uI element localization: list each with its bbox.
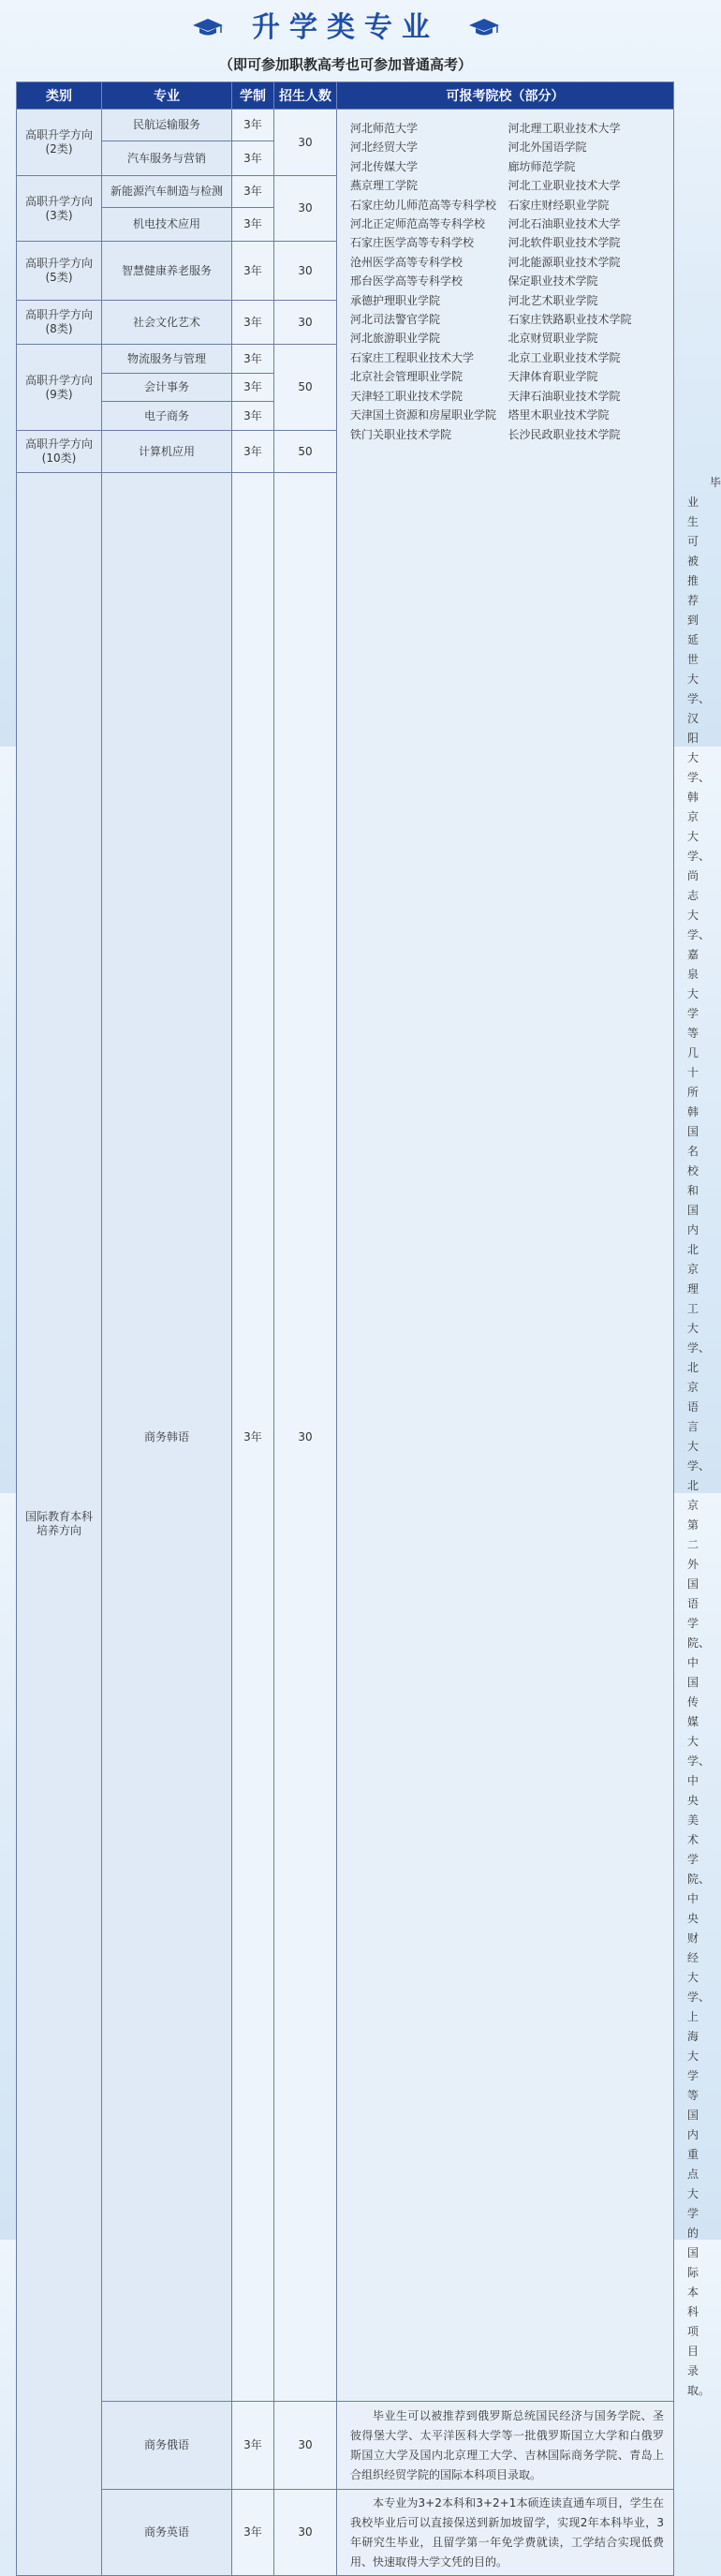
major-cell: 商务俄语 (102, 2402, 232, 2490)
school-name: 北京社会管理职业学院 (350, 370, 464, 384)
school-name: 天津石油职业技术学院 (508, 389, 621, 403)
major-cell: 物流服务与管理 (102, 345, 232, 374)
major-cell: 汽车服务与营销 (102, 141, 232, 176)
school-name: 天津轻工职业技术学院 (350, 389, 464, 403)
school-name: 石家庄铁路职业技术学院 (508, 313, 632, 327)
table-row (17, 110, 674, 141)
schools-right-column (508, 119, 667, 444)
school-name: 河北石油职业技术大学 (508, 217, 621, 231)
table-row (17, 2490, 674, 2576)
program-description: 本专业为3+2本科和3+2+1本硕连读直通车项目，学生在我校毕业后可以直接保送到新加坡留学，实现2年本科毕业，3年研究生毕业，且留学第一年免学费就读，工学结合实现低费用、快速取得大学文凭的目的。 (337, 2490, 674, 2576)
schools-left-column (350, 119, 508, 444)
category-cell: 高职升学方向 (10类) (17, 431, 102, 473)
school-name: 河北传媒大学 (350, 159, 419, 173)
school-name: 河北工业职业技术大学 (508, 179, 621, 193)
category-cell: 高职升学方向 (9类) (17, 345, 102, 431)
school-name: 廊坊师范学院 (508, 159, 576, 173)
major-cell: 电子商务 (102, 402, 232, 431)
duration-cell: 3年 (232, 301, 274, 345)
school-name: 天津国土资源和房屋职业学院 (350, 408, 497, 422)
major-cell: 商务韩语 (102, 473, 232, 2402)
quota-cell: 30 (274, 301, 337, 345)
table-row (17, 2402, 674, 2490)
school-name: 河北正定师范高等专科学校 (350, 217, 486, 231)
school-name: 承德护理职业学院 (350, 293, 441, 307)
major-cell: 新能源汽车制造与检测 (102, 176, 232, 208)
major-cell: 会计事务 (102, 374, 232, 402)
quota-cell: 30 (274, 242, 337, 301)
school-name: 河北师范大学 (350, 122, 419, 135)
program-description: 毕业生可以被推荐到俄罗斯总统国民经济与国务学院、圣彼得堡大学、太平洋医科大学等一批俄罗斯国立大学和白俄罗斯国立大学及国内北京理工大学、吉林国际商务学院、青岛上合组织经贸学院的国际本科项目录取。 (337, 2402, 674, 2490)
schools-cell (337, 110, 674, 2402)
duration-cell: 3年 (232, 345, 274, 374)
major-cell: 民航运输服务 (102, 110, 232, 141)
page-title: 升学类专业 (252, 11, 439, 44)
graduation-cap-icon (192, 17, 224, 37)
school-name: 北京工业职业技术学院 (508, 350, 621, 364)
quota-cell: 50 (274, 431, 337, 473)
quota-cell: 30 (274, 473, 337, 2402)
duration-cell: 3年 (232, 431, 274, 473)
duration-cell: 3年 (232, 242, 274, 301)
duration-cell: 3年 (232, 2490, 274, 2576)
school-name: 石家庄医学高等专科学校 (350, 236, 475, 250)
school-name: 石家庄工程职业技术大学 (350, 350, 475, 364)
category-cell: 高职升学方向 (5类) (17, 242, 102, 301)
duration-cell: 3年 (232, 208, 274, 242)
header-schools: 可报考院校（部分） (337, 82, 674, 110)
duration-cell: 3年 (232, 402, 274, 431)
major-cell: 智慧健康养老服务 (102, 242, 232, 301)
school-name: 石家庄财经职业学院 (508, 198, 610, 212)
school-name: 石家庄幼儿师范高等专科学校 (350, 198, 497, 212)
school-name: 河北软件职业技术学院 (508, 236, 621, 250)
school-name: 邢台医学高等专科学校 (350, 274, 464, 289)
school-name: 河北理工职业技术大学 (508, 122, 621, 135)
table-header-row (17, 82, 674, 110)
category-cell: 国际教育本科 培养方向 (17, 473, 102, 2576)
school-name: 河北能源职业技术学院 (508, 255, 621, 269)
quota-cell: 30 (274, 2490, 337, 2576)
duration-cell: 3年 (232, 473, 274, 2402)
school-name: 河北旅游职业学院 (350, 332, 441, 346)
school-name: 长沙民政职业技术学院 (508, 427, 621, 441)
school-name: 燕京理工学院 (350, 179, 419, 193)
header-major: 专业 (102, 82, 232, 110)
school-name: 北京财贸职业学院 (508, 332, 598, 346)
school-name: 河北经贸大学 (350, 141, 419, 155)
major-cell: 社会文化艺术 (102, 301, 232, 345)
graduation-cap-icon (468, 17, 500, 37)
majors-table (16, 81, 721, 2576)
header-quota: 招生人数 (274, 82, 337, 110)
duration-cell: 3年 (232, 2402, 274, 2490)
duration-cell: 3年 (232, 374, 274, 402)
major-cell: 商务英语 (102, 2490, 232, 2576)
quota-cell: 30 (274, 110, 337, 176)
major-cell: 计算机应用 (102, 431, 232, 473)
category-cell: 高职升学方向 (3类) (17, 176, 102, 242)
title-bar (0, 6, 691, 51)
duration-cell: 3年 (232, 110, 274, 141)
quota-cell: 30 (274, 176, 337, 242)
school-name: 河北司法警官学院 (350, 313, 441, 327)
page-subtitle: （即可参加职教高考也可参加普通高考） (218, 56, 472, 73)
school-name: 天津体育职业学院 (508, 370, 598, 384)
header-category: 类别 (17, 82, 102, 110)
quota-cell: 50 (274, 345, 337, 431)
category-cell: 高职升学方向 (2类) (17, 110, 102, 176)
major-cell: 机电技术应用 (102, 208, 232, 242)
quota-cell: 30 (274, 2402, 337, 2490)
duration-cell: 3年 (232, 141, 274, 176)
school-name: 塔里木职业技术学院 (508, 408, 610, 422)
table-row: 国际教育本科 培养方向 商务韩语 3年 30 毕业生可被推荐到延世大学、汉阳大学、韩京大学、尚志大学、嘉泉大学等几十所韩国名校和国内北京理工大学、北京语言大学、北京第二外国语学院、中国传媒大学、中央美术学院、中央财经大学、上海大学等国内重点大学的国际本科项目录取。 (17, 473, 674, 2402)
school-name: 河北外国语学院 (508, 141, 587, 155)
school-name: 沧州医学高等专科学校 (350, 255, 464, 269)
category-cell: 高职升学方向 (8类) (17, 301, 102, 345)
header-duration: 学制 (232, 82, 274, 110)
duration-cell: 3年 (232, 176, 274, 208)
school-name: 铁门关职业技术学院 (350, 427, 452, 441)
school-name: 保定职业技术学院 (508, 274, 598, 289)
school-name: 河北艺术职业学院 (508, 293, 598, 307)
